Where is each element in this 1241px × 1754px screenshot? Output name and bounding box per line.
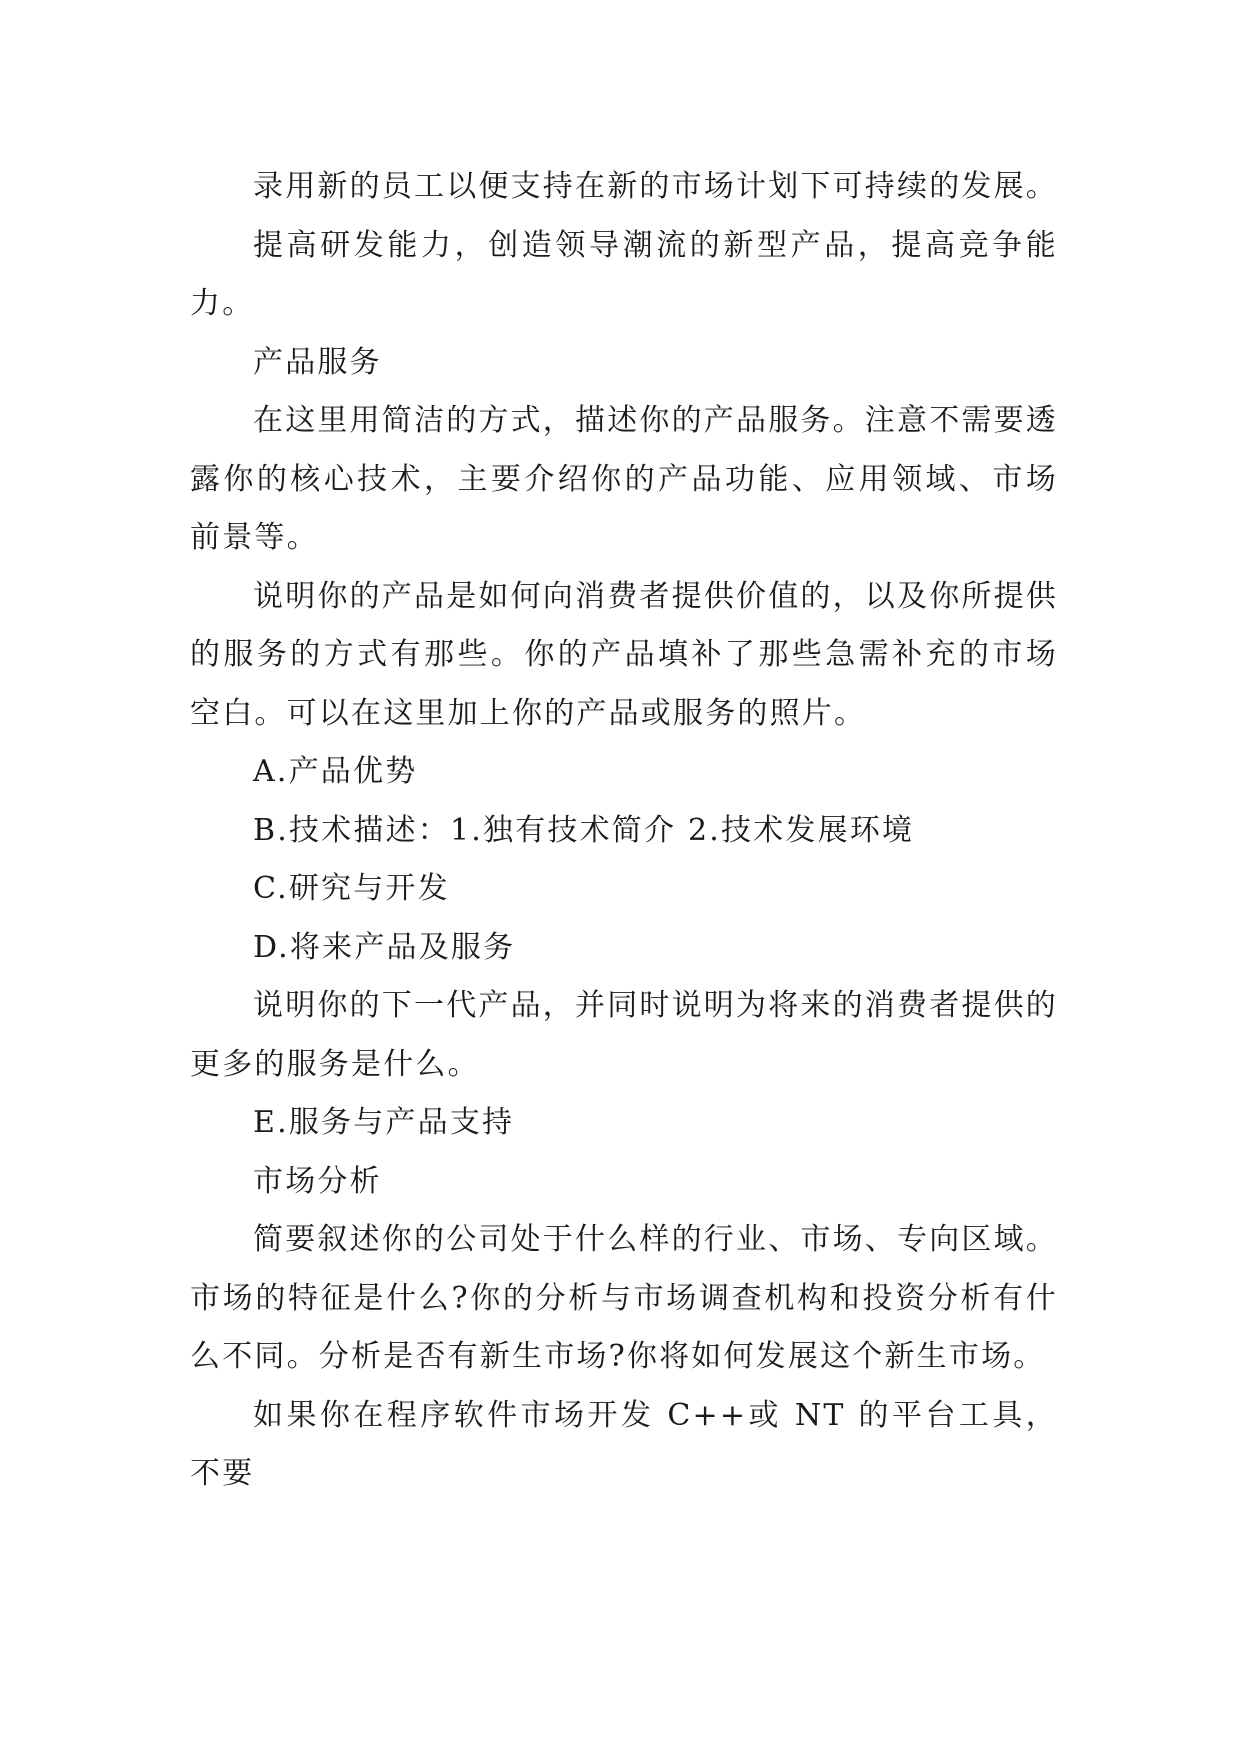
section-heading-market: 市场分析 [253,1163,382,1199]
paragraph-software-market: 如果你在程序软件市场开发 C++或 NT 的平台工具，不要 [190,1397,1058,1491]
list-item-b: B.技术描述：1.独有技术简介 2.技术发展环境 [253,812,915,848]
paragraph-rnd: 提高研发能力，创造领导潮流的新型产品，提高竞争能力。 [190,227,1058,321]
document-page [190,158,1058,1504]
paragraph-hiring: 录用新的员工以便支持在新的市场计划下可持续的发展。 [253,169,1058,204]
paragraph-next-generation: 说明你的下一代产品，并同时说明为将来的消费者提供的更多的服务是什么。 [190,988,1058,1082]
list-item-d: D.将来产品及服务 [253,929,516,965]
section-heading-products: 产品服务 [253,344,382,380]
paragraph-market-analysis: 简要叙述你的公司处于什么样的行业、市场、专向区域。市场的特征是什么?你的分析与市场调查机构和投资分析有什么不同。分析是否有新生市场?你将如何发展这个新生市场。 [190,1222,1058,1374]
list-item-a: A.产品优势 [253,754,418,789]
paragraph-product-value: 说明你的产品是如何向消费者提供价值的，以及你所提供的服务的方式有那些。你的产品填补了那些急需补充的市场空白。可以在这里加上你的产品或服务的照片。 [190,578,1058,731]
list-item-e: E.服务与产品支持 [253,1105,515,1140]
paragraph-product-description: 在这里用简洁的方式，描述你的产品服务。注意不需要透露你的核心技术，主要介绍你的产品功能、应用领域、市场前景等。 [190,403,1058,555]
list-item-c: C.研究与开发 [253,871,450,906]
